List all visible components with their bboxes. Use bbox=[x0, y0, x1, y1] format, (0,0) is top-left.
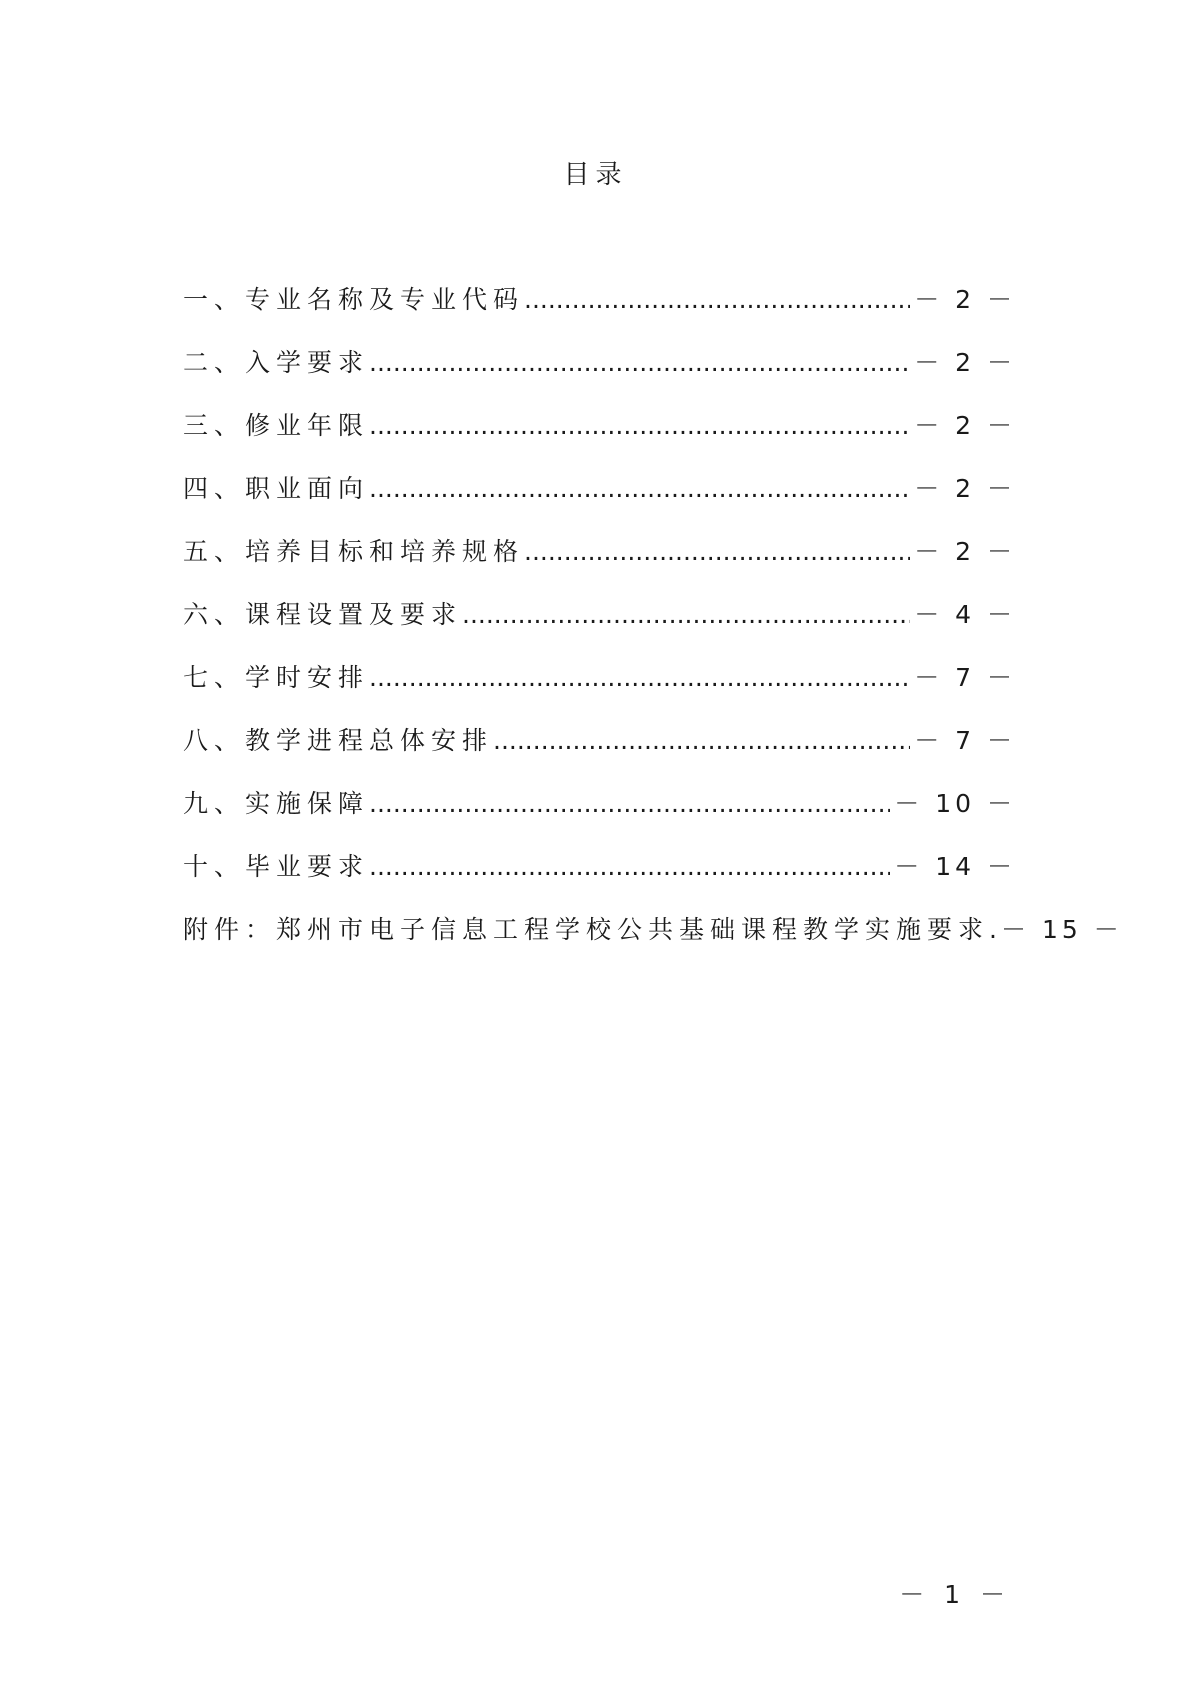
toc-dot-leader bbox=[369, 786, 890, 822]
toc-entry-label: 二、入学要求 bbox=[183, 348, 370, 377]
toc-entry-label: 附件：郑州市电子信息工程学校公共基础课程教学实施要求 bbox=[183, 915, 990, 944]
toc-entry-page: － 2 － bbox=[914, 411, 1016, 440]
toc-entry[interactable] bbox=[183, 408, 1016, 471]
toc-entry[interactable] bbox=[183, 912, 1123, 975]
toc-entry-page: － 7 － bbox=[914, 726, 1016, 755]
toc-entry-page: － 2 － bbox=[914, 348, 1016, 377]
toc-dot-leader bbox=[369, 849, 890, 885]
toc-entry-page: － 7 － bbox=[914, 663, 1016, 692]
toc-entry-page: － 2 － bbox=[914, 474, 1016, 503]
toc-entry-page: － 4 － bbox=[914, 600, 1016, 629]
toc-entry-label: 七、学时安排 bbox=[183, 663, 370, 692]
toc-entry-label: 十、毕业要求 bbox=[183, 852, 370, 881]
toc-entry[interactable] bbox=[183, 471, 1016, 534]
toc-entry[interactable] bbox=[183, 786, 1016, 849]
toc-entry-page: － 10 － bbox=[894, 789, 1016, 818]
toc-entry-page: － 2 － bbox=[914, 537, 1016, 566]
toc-dot-leader bbox=[369, 408, 910, 444]
toc-entry-page: － 15 － bbox=[1001, 915, 1123, 944]
toc-entry-label: 三、修业年限 bbox=[183, 411, 370, 440]
toc-entry[interactable] bbox=[183, 282, 1016, 345]
toc-dot-leader bbox=[524, 282, 910, 318]
toc-title: 目录 bbox=[563, 160, 628, 190]
toc-entry-label: 六、课程设置及要求 bbox=[183, 600, 463, 629]
toc-entry[interactable] bbox=[183, 534, 1016, 597]
toc-entry[interactable] bbox=[183, 345, 1016, 408]
toc-dot-leader bbox=[989, 912, 997, 948]
toc-entry-label: 九、实施保障 bbox=[183, 789, 370, 818]
page-number: － 1 － bbox=[899, 1580, 1011, 1609]
toc-entry-label: 八、教学进程总体安排 bbox=[183, 726, 494, 755]
toc-entry-page: － 2 － bbox=[914, 285, 1016, 314]
toc-dot-leader bbox=[369, 471, 910, 507]
toc-dot-leader bbox=[493, 723, 910, 759]
toc-entry-label: 五、培养目标和培养规格 bbox=[183, 537, 525, 566]
toc-entry[interactable] bbox=[183, 849, 1016, 912]
toc-dot-leader bbox=[369, 345, 910, 381]
toc-entry-page: － 14 － bbox=[894, 852, 1016, 881]
toc-entry-label: 一、专业名称及专业代码 bbox=[183, 285, 525, 314]
toc-list bbox=[183, 282, 1123, 975]
toc-entry[interactable] bbox=[183, 723, 1016, 786]
toc-dot-leader bbox=[462, 597, 910, 633]
toc-entry-label: 四、职业面向 bbox=[183, 474, 370, 503]
toc-entry[interactable] bbox=[183, 597, 1016, 660]
toc-dot-leader bbox=[524, 534, 910, 570]
toc-entry[interactable] bbox=[183, 660, 1016, 723]
toc-dot-leader bbox=[369, 660, 910, 696]
